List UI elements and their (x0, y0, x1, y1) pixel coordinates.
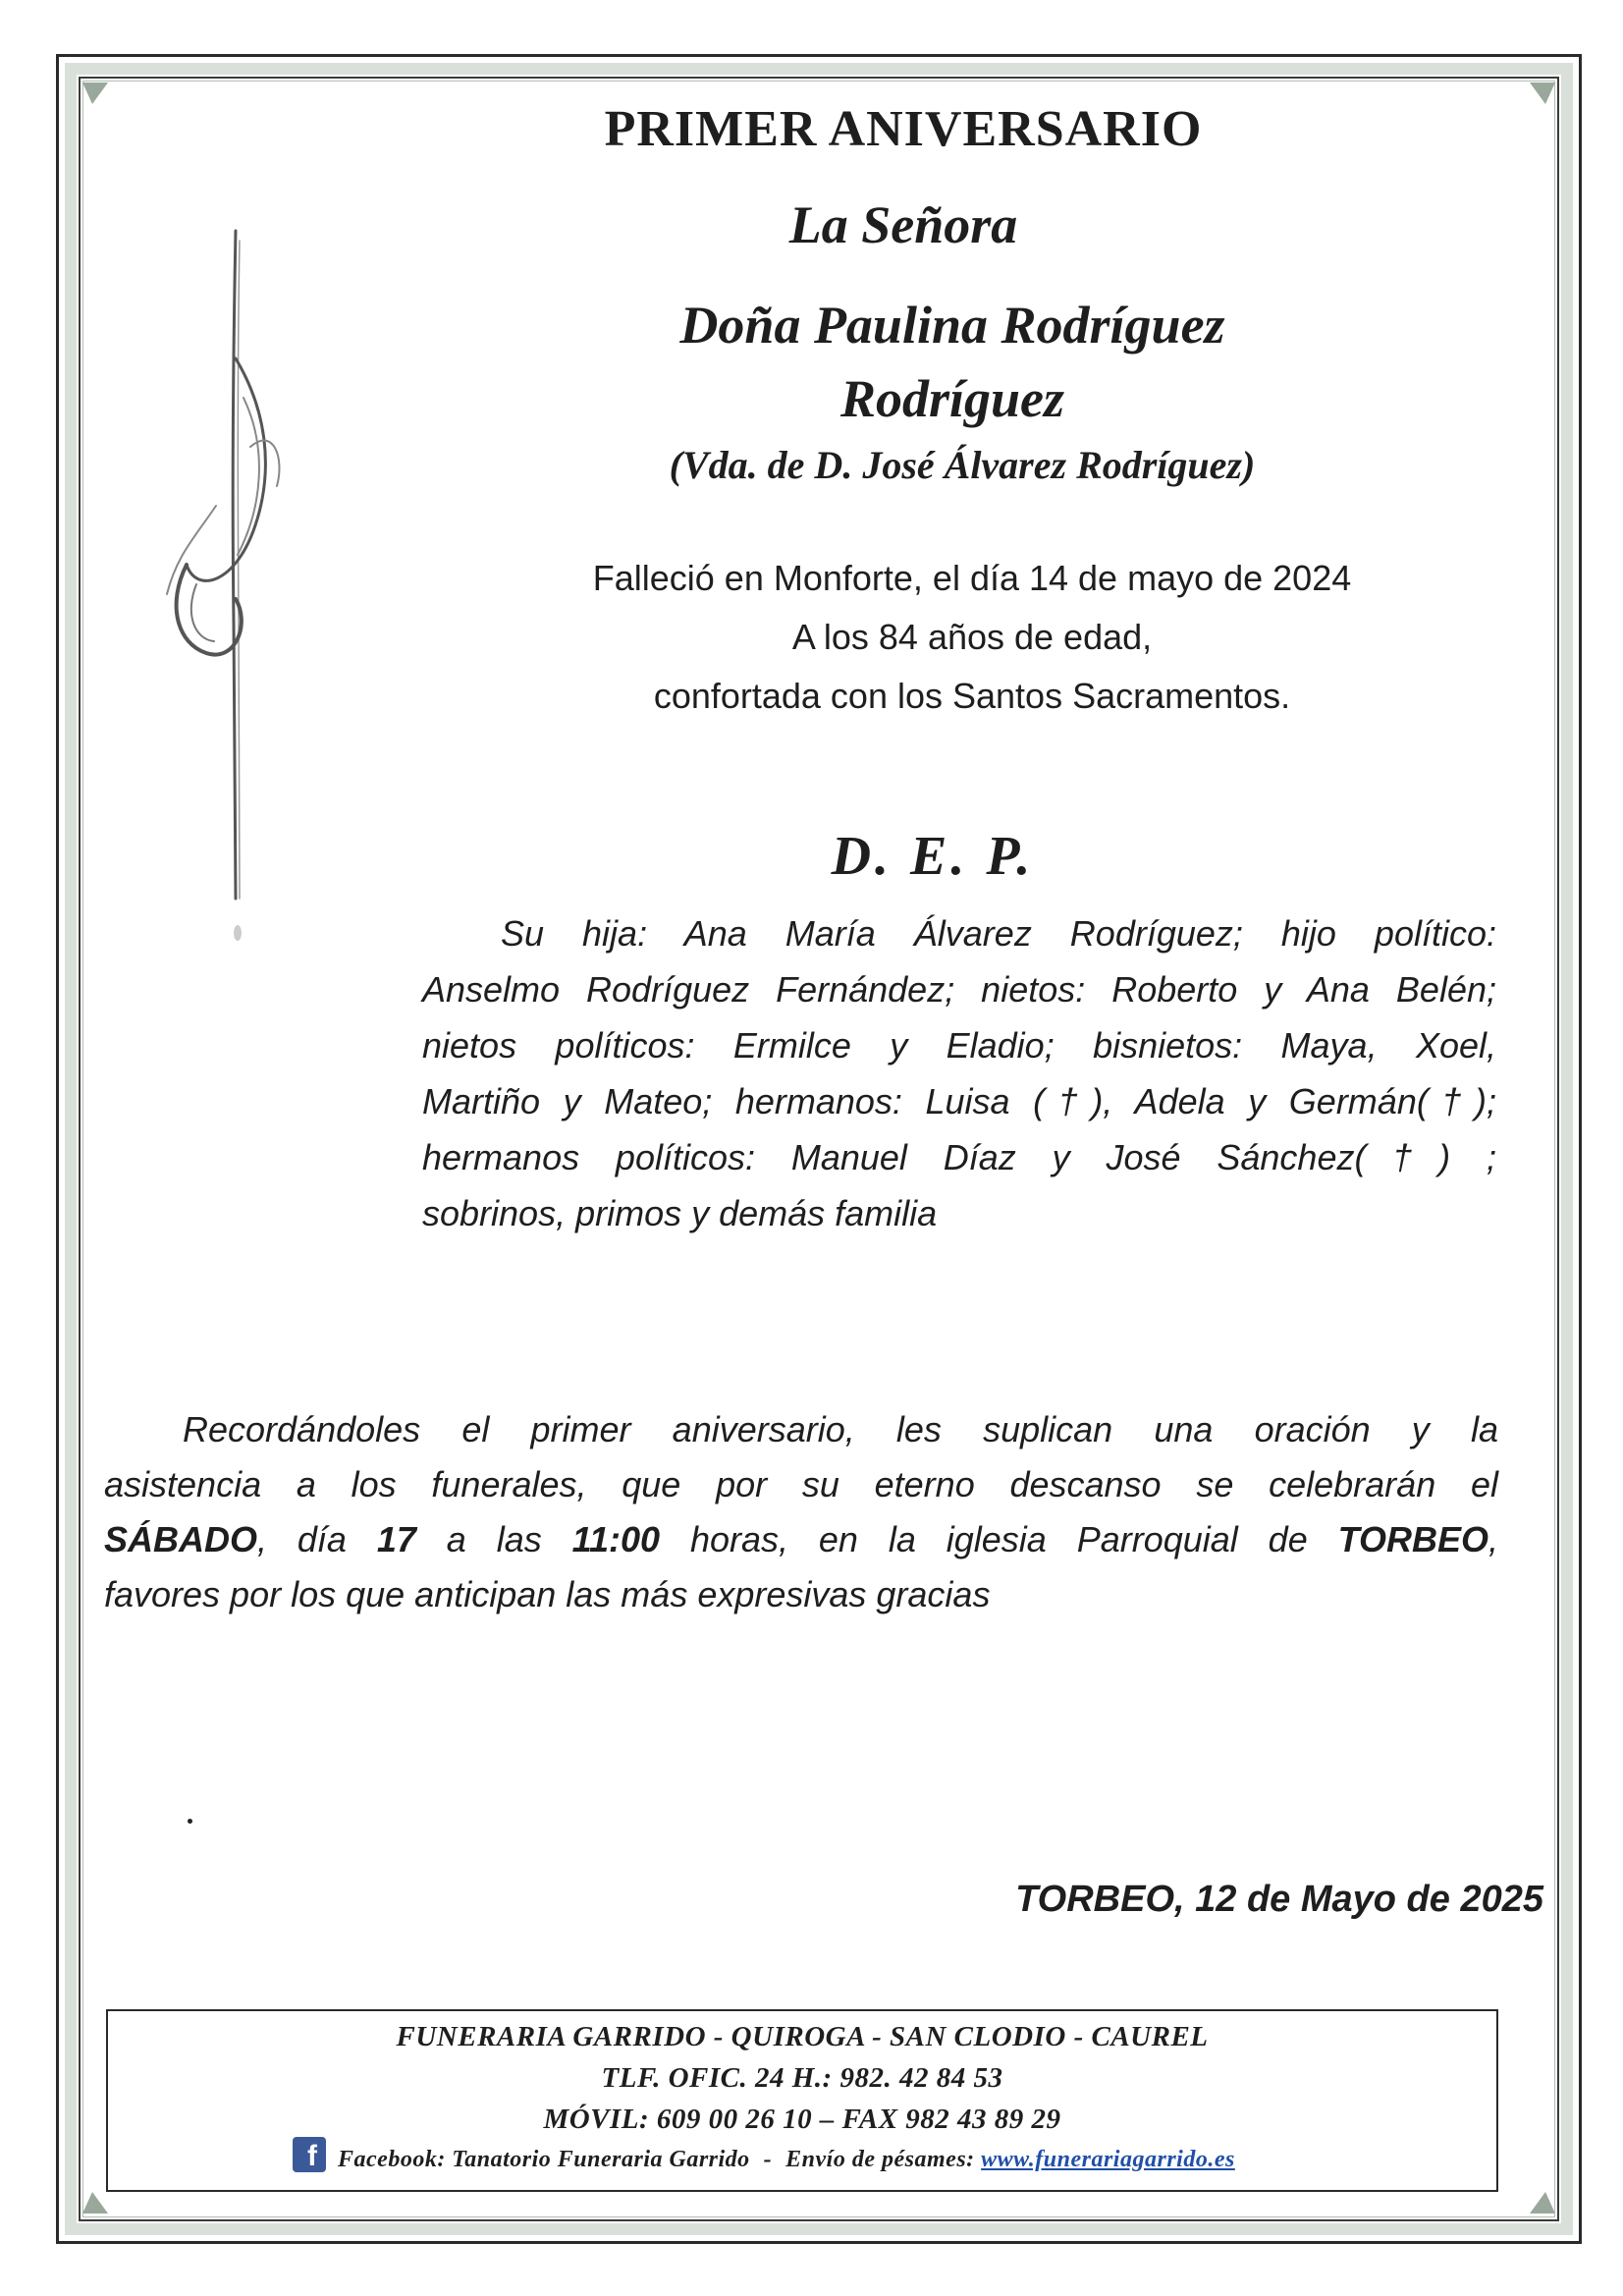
corner-ornament-icon (82, 82, 108, 104)
memorial-text: , día (257, 1519, 377, 1559)
family-list (422, 905, 1496, 1241)
family-line: nietos políticos: Ermilce y Eladio; bisnietos: Maya, Xoel, (422, 1025, 1496, 1066)
memorial-text: horas, en la iglesia Parroquial de (660, 1519, 1338, 1559)
stray-dot (188, 1819, 192, 1824)
rip-heading: D. E. P. (831, 826, 1035, 887)
corner-ornament-icon (82, 2192, 108, 2214)
death-details-line3: confortada con los Santos Sacramentos. (653, 676, 1291, 716)
memorial-line (104, 1512, 1498, 1567)
footer-separator: - (763, 2147, 773, 2172)
family-line: Martiño y Mateo; hermanos: Luisa (†), Adela y Germán(†); (422, 1081, 1496, 1121)
service-place: TORBEO (1337, 1519, 1488, 1559)
deceased-name-line1: Doña Paulina Rodríguez (679, 296, 1225, 355)
family-line: sobrinos, primos y demás familia (422, 1193, 938, 1233)
lily-ornament-icon (157, 211, 295, 957)
corner-ornament-icon (1530, 82, 1555, 104)
memorial-line: favores por los que anticipan las más expresivas gracias (104, 1574, 991, 1614)
honorific: La Señora (788, 195, 1018, 254)
memorial-line: asistencia a los funerales, que por su eterno descanso se celebrarán el (104, 1464, 1498, 1504)
footer-mobile-fax: MÓVIL: 609 00 26 10 – FAX 982 43 89 29 (543, 2104, 1061, 2135)
memorial-line: Recordándoles el primer aniversario, les suplican una oración y la (183, 1409, 1498, 1449)
facebook-label: Facebook: Tanatorio Funeraria Garrido (338, 2147, 750, 2172)
family-line: Su hija: Ana María Álvarez Rodríguez; hijo político: (501, 913, 1496, 954)
dateline: TORBEO, 12 de Mayo de 2025 (1015, 1879, 1543, 1920)
family-line: Anselmo Rodríguez Fernández; nietos: Roberto y Ana Belén; (422, 969, 1496, 1010)
family-line: hermanos políticos: Manuel Díaz y José Sánchez(†) ; (422, 1137, 1496, 1177)
service-day: SÁBADO (104, 1519, 258, 1559)
footer-phone: TLF. OFIC. 24 H.: 982. 42 84 53 (601, 2062, 1003, 2094)
condolences-label: Envío de pésames: (785, 2147, 975, 2172)
page-title: PRIMER ANIVERSARIO (604, 101, 1203, 157)
death-details-line2: A los 84 años de edad, (791, 617, 1153, 657)
memorial-text: , (1488, 1519, 1498, 1559)
death-details-line1: Falleció en Monforte, el día 14 de mayo de 2024 (592, 558, 1352, 598)
service-date: 17 (376, 1519, 416, 1559)
footer-company: FUNERARIA GARRIDO - QUIROGA - SAN CLODIO - CAUREL (396, 2021, 1209, 2052)
memorial-paragraph (104, 1402, 1498, 1622)
corner-ornament-icon (1530, 2192, 1555, 2214)
deceased-name-line2: Rodríguez (839, 369, 1065, 428)
facebook-icon[interactable]: f (293, 2137, 326, 2172)
memorial-text: a las (415, 1519, 572, 1559)
website-link[interactable]: www.funerariagarrido.es (981, 2147, 1235, 2172)
widow-note: (Vda. de D. José Álvarez Rodríguez) (669, 443, 1256, 487)
service-time: 11:00 (571, 1519, 661, 1559)
footer-social (338, 2147, 1235, 2173)
